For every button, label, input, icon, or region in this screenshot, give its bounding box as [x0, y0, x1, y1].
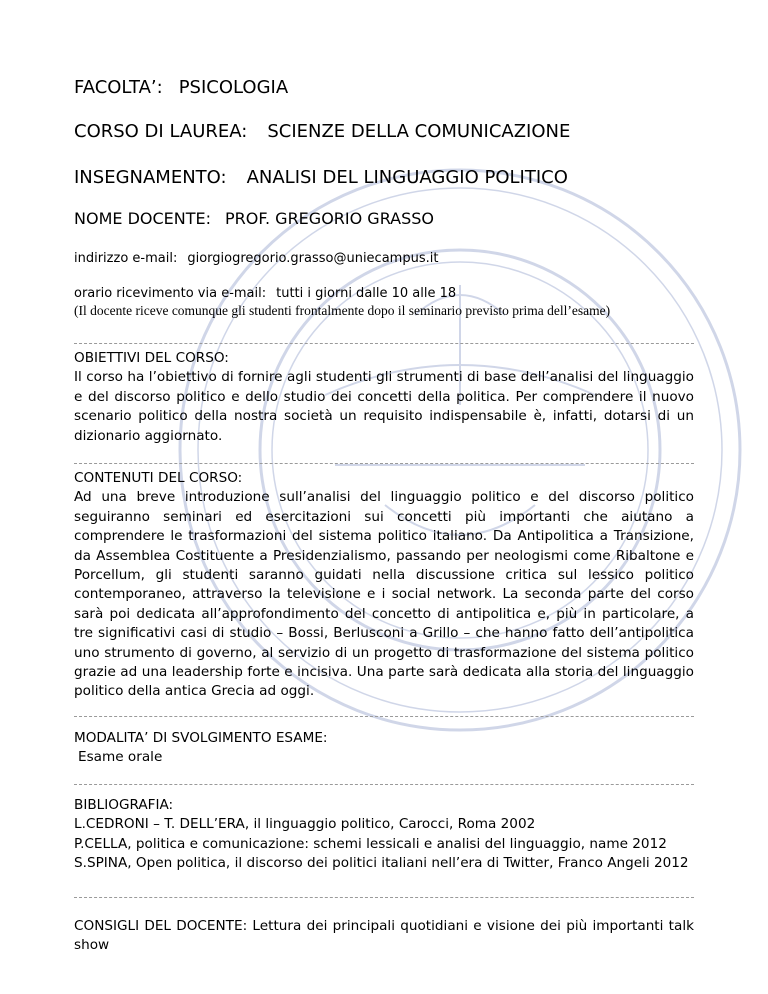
teacher-row [74, 209, 434, 228]
office-hours-row [74, 286, 456, 301]
degree-course-label: CORSO DI LAUREA: [74, 121, 248, 142]
teacher-label: NOME DOCENTE: [74, 209, 211, 228]
section-divider [74, 343, 694, 344]
course-label: INSEGNAMENTO: [74, 167, 227, 188]
bibliography-item: S.SPINA, Open politica, il discorso dei politici italiani nell’era di Twitter, Franco Angeli 2012 [74, 855, 689, 872]
objectives-section [74, 349, 694, 446]
objectives-text: Il corso ha l’obiettivo di fornire agli studenti gli strumenti di base dell’analisi del linguaggio e del discorso politico e dello studio dei concetti della politica. Per comprendere il nuovo scenario politico della nostra società un requisito indispensabile è, infatti, dotarsi di un dizionario aggiornato. [74, 369, 694, 444]
office-hours-value: tutti i giorni dalle 10 alle 18 [276, 286, 457, 301]
email-label: indirizzo e-mail: [74, 251, 178, 266]
course-row [74, 167, 568, 188]
exam-mode-section [74, 729, 694, 768]
bibliography-item: L.CEDRONI – T. DELL’ERA, il linguaggio politico, Carocci, Roma 2002 [74, 816, 536, 833]
section-divider [74, 716, 694, 717]
section-divider [74, 897, 694, 898]
contents-section [74, 469, 694, 702]
exam-mode-text: Esame orale [78, 749, 163, 766]
section-divider [74, 463, 694, 464]
contents-title: CONTENUTI DEL CORSO: [74, 470, 243, 486]
office-hours-note: (Il docente riceve comunque gli studenti frontalmente dopo il seminario previsto prima dell’esame) [74, 303, 611, 318]
bibliography-item: P.CELLA, politica e comunicazione: schemi lessicali e analisi del linguaggio, name 2012 [74, 835, 667, 852]
advice-section [74, 917, 694, 956]
contents-text: Ad una breve introduzione sull’analisi del linguaggio politico e del discorso politico seguiranno seminari ed esercitazioni sui concetti più importanti che aiutano a comprendere le trasformazioni del sistema politico italiano. Da Antipolitica a Transizione, da Assemblea Costituente a Presidenzialismo, passando per neologismi come Ribaltone e Porcellum, gli studenti saranno guidati nella discussione critica sul lessico politico contemporaneo, attraverso la televisione e i social network. La seconda parte del corso sarà poi dedicata all’approfondimento del concetto di antipolitica e, più in particolare, a tre significativi casi di studio – Bossi, Berlusconi a Grillo – che hanno fatto dell’antipolitica uno strumento di governo, al servizio di un progetto di trasformazione del sistema politico grazie ad una leadership forte e incisiva. Una parte sarà dedicata alla storia del linguaggio politico della antica Grecia ad oggi. [74, 489, 694, 700]
faculty-value: PSICOLOGIA [178, 77, 289, 98]
email-value: giorgiogregorio.grasso@uniecampus.it [187, 251, 439, 266]
exam-mode-title: MODALITA’ DI SVOLGIMENTO ESAME: [74, 730, 328, 746]
office-hours-label: orario ricevimento via e-mail: [74, 286, 267, 301]
faculty-row [74, 77, 288, 98]
course-value: ANALISI DEL LINGUAGGIO POLITICO [246, 167, 568, 188]
advice-text: CONSIGLI DEL DOCENTE: Lettura dei principali quotidiani e visione dei più importanti talk show [74, 918, 694, 954]
objectives-title: OBIETTIVI DEL CORSO: [74, 350, 229, 366]
faculty-label: FACOLTA’: [74, 77, 163, 98]
degree-course-row [74, 121, 570, 142]
teacher-value: PROF. GREGORIO GRASSO [225, 209, 435, 228]
email-row [74, 251, 438, 266]
section-divider [74, 784, 694, 785]
bibliography-title: BIBLIOGRAFIA: [74, 797, 174, 813]
bibliography-section [74, 796, 694, 874]
degree-course-value: SCIENZE DELLA COMUNICAZIONE [267, 121, 571, 142]
